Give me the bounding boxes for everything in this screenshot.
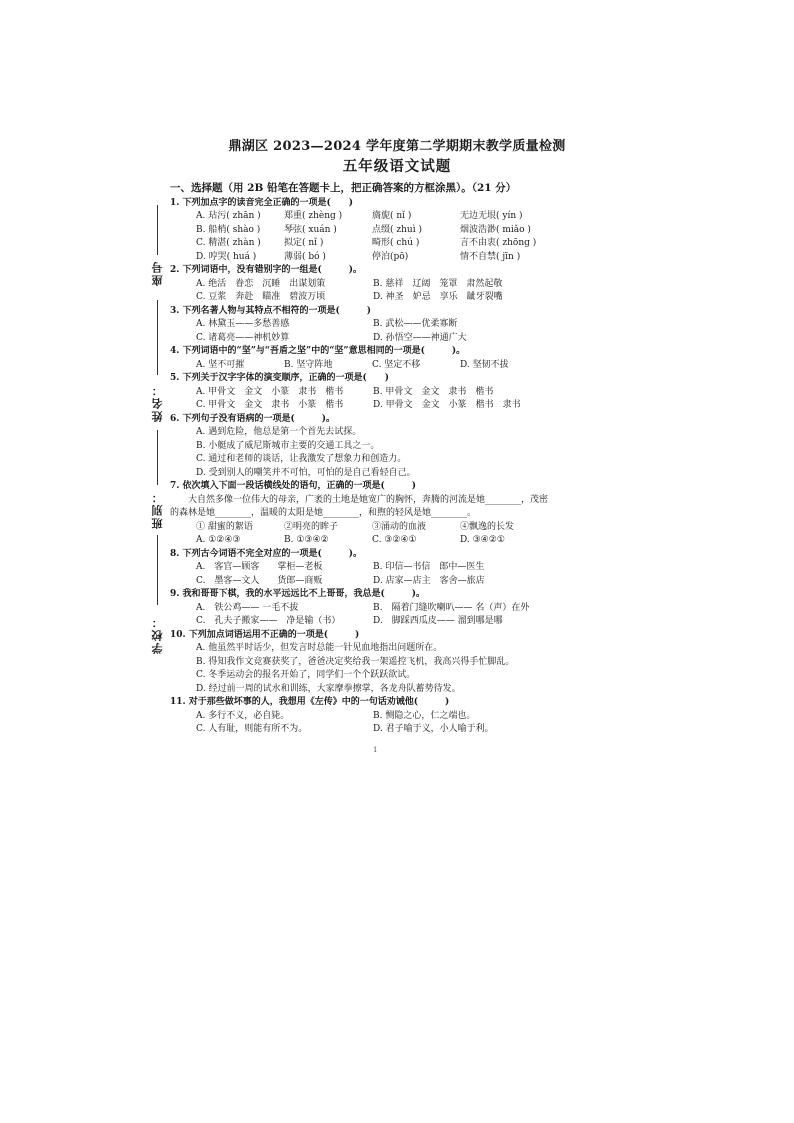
question-7 — [170, 480, 550, 548]
option-item: C. 孔夫子搬家—— 净是输（书） — [196, 616, 341, 626]
option-item: A. 多行不义，必自毙。 — [196, 710, 290, 721]
passage-text: 大自然多像一位伟大的母亲，广袤的土地是她宽广的胸怀，奔腾的河流是她________，茂密的森林是她________，温暖的太阳是她________，和煦的轻风是她________。 — [170, 494, 549, 518]
seat-number-label: 座号 — [151, 260, 164, 286]
option-item: B. 慈祥 辽阔 笼罩 肃然起敬 — [373, 278, 503, 289]
option-item: B. 印信—书信 郎中—医生 — [373, 562, 485, 572]
option-row — [170, 575, 550, 589]
option-item: ②明亮的眸子 — [284, 521, 339, 532]
exam-content — [170, 182, 550, 737]
option-item: A. 绝活 眷恋 沉睡 出谋划策 — [196, 278, 326, 289]
option-item: B. 坚守阵地 — [284, 359, 333, 370]
question-3 — [170, 305, 550, 346]
option-line: B. 得知我作文竞赛获奖了，爸爸决定奖给我一架遥控飞机，我高兴得手忙脚乱。 — [196, 656, 515, 667]
exam-subtitle: 五年级语文试题 — [342, 158, 452, 175]
option-row — [170, 534, 550, 548]
question-stem: 10. 下列加点词语运用不正确的一项是( ) — [170, 629, 360, 640]
question-4 — [170, 345, 550, 372]
option-item: 烟波浩渺( miǎo ) — [460, 224, 531, 235]
option-item: 旖旎( nǐ ) — [372, 211, 412, 221]
option-row — [170, 710, 550, 724]
option-item: 薄弱( bó ) — [284, 251, 326, 262]
option-item: D. 坚韧不拔 — [460, 359, 509, 370]
option-item: C. 精湛( zhàn ) — [196, 238, 261, 248]
phrase-row — [170, 521, 550, 535]
option-item: D. 君子喻于义，小人喻于利。 — [373, 724, 494, 734]
option-item: A. 铁公鸡—— 一毛不拔 — [196, 602, 299, 613]
option-item: 无边无垠( yín ) — [460, 211, 523, 221]
question-stem: 3. 下列名著人物与其特点不相符的一项是( ) — [170, 305, 372, 316]
question-stem: 1. 下列加点字的读音完全正确的一项是( ) — [170, 197, 354, 208]
option-item: A. ①②④③ — [196, 535, 241, 545]
option-line: A. 他虽然平时话少，但发言时总能一针见血地指出问题所在。 — [196, 643, 443, 653]
option-item: C. 人有耻，则能有所不为。 — [196, 724, 308, 734]
option-row — [170, 237, 550, 251]
option-row — [170, 318, 550, 332]
option-row — [170, 332, 550, 346]
option-row — [170, 224, 550, 238]
fill-line — [157, 205, 158, 255]
option-row — [170, 386, 550, 400]
question-5 — [170, 372, 550, 413]
question-stem: 4. 下列词语中的“坚”与“吾盾之坚”中的“坚”意思相同的一项是( )。 — [170, 346, 466, 356]
option-item: 停泊(pō) — [372, 251, 409, 262]
option-row — [170, 723, 550, 737]
option-row — [170, 210, 550, 224]
option-item: A. 玷污( zhān ) — [196, 211, 261, 221]
question-stem: 2. 下列词语中，没有错别字的一组是( )。 — [170, 265, 363, 275]
option-item: D. 甲骨文 金文 小篆 楷书 隶书 — [373, 400, 521, 410]
option-item: ① 甜蜜的絮语 — [196, 521, 253, 532]
question-2 — [170, 264, 550, 305]
question-11 — [170, 696, 550, 737]
option-item: B. 恻隐之心，仁之端也。 — [373, 710, 476, 721]
question-1 — [170, 197, 550, 265]
question-9 — [170, 588, 550, 629]
option-row — [170, 278, 550, 292]
option-item: B. 隔着门缝吹喇叭—— 名（声）在外 — [373, 602, 530, 613]
option-item: 郑重( zhèng ) — [284, 211, 343, 221]
option-item: B. ①③④② — [284, 535, 329, 545]
option-row — [170, 359, 550, 373]
option-line: D. 经过前一周的试水和训练，大家摩拳擦掌，各龙舟队蓄势待发。 — [196, 683, 461, 694]
option-item: 拟定( nǐ ) — [284, 238, 324, 248]
option-line: C. 冬季运动会的报名开始了，同学们一个个跃跃欲试。 — [196, 670, 416, 680]
fill-line — [157, 535, 158, 605]
option-item: C. 诸葛亮——神机妙算 — [196, 332, 290, 343]
option-item: C. 甲骨文 金文 隶书 小篆 楷书 — [196, 400, 344, 410]
option-item: A. 甲骨文 金文 小篆 隶书 楷书 — [196, 386, 344, 397]
section-heading: 一、选择题（用 2B 铅笔在答题卡上，把正确答案的方框涂黑）。（21 分） — [170, 182, 517, 194]
option-item: 琴弦( xuán ) — [284, 224, 337, 235]
option-item: B. 船梢( shào ) — [196, 224, 261, 235]
option-item: D. 神圣 妒忌 享乐 龇牙裂嘴 — [373, 292, 503, 302]
option-item: A. 林黛玉——多愁善感 — [196, 319, 290, 329]
option-item: D. 店家—店主 客舍—旅店 — [373, 575, 485, 586]
option-item: A. 客官—顾客 掌柜—老板 — [196, 562, 323, 572]
option-item: ④飘逸的长发 — [460, 521, 515, 532]
option-item: C. 墨客—文人 货郎—商贩 — [196, 575, 323, 586]
name-label: 姓名： — [151, 383, 164, 422]
option-item: 畸形( chú ) — [372, 238, 420, 248]
option-item: B. 武松——优柔寡断 — [373, 319, 458, 329]
option-row — [170, 561, 550, 575]
fill-line — [157, 300, 158, 375]
question-8 — [170, 548, 550, 589]
option-row — [170, 602, 550, 616]
binding-margin — [144, 205, 172, 665]
exam-title: 鼎湖区 2023—2024 学年度第二学期期末教学质量检测 — [228, 139, 566, 154]
option-item: D. 哼哭( huá ) — [196, 251, 257, 262]
fill-line — [157, 430, 158, 485]
question-stem: 11. 对于那些做坏事的人，我想用《左传》中的一句话劝诫他( ) — [170, 697, 450, 707]
question-10 — [170, 629, 550, 697]
question-stem: 6. 下列句子没有语病的一项是( )。 — [170, 413, 336, 424]
question-stem: 7. 依次填入下面一段话横线处的语句，正确的一项是( ) — [170, 481, 417, 491]
option-row — [170, 291, 550, 305]
question-6 — [170, 413, 550, 481]
option-item: D. ③④②① — [460, 535, 505, 545]
option-item: 情不自禁( jīn ) — [460, 251, 521, 262]
option-item: ③涌动的血液 — [372, 521, 427, 532]
option-item: 点缀( zhuì ) — [372, 224, 422, 235]
option-row — [170, 615, 550, 629]
option-item: C. ③②④① — [372, 535, 417, 545]
option-item: B. 甲骨文 金文 隶书 楷书 — [373, 386, 494, 397]
option-item: C. 豆浆 奔赴 瞄准 碧波万顷 — [196, 292, 326, 302]
option-line: A. 遇到危险，他总是第一个首先去试探。 — [196, 427, 362, 437]
option-row — [170, 399, 550, 413]
school-label: 学校： — [151, 615, 164, 654]
option-item: D. 脚踩西瓜皮—— 溜到哪是哪 — [373, 616, 503, 626]
option-line: C. 通过和老师的谈话，让我激发了想象力和创造力。 — [196, 454, 407, 464]
option-row — [170, 251, 550, 265]
option-item: C. 坚定不移 — [372, 359, 421, 370]
option-item: 言不由衷( zhōng ) — [460, 238, 537, 248]
question-stem: 5. 下列关于汉字字体的演变顺序，正确的一项是( ) — [170, 373, 390, 383]
option-line: D. 受到别人的嘲笑并不可怕，可怕的是自己看轻自己。 — [196, 467, 416, 478]
option-line: B. 小艇成了威尼斯城市主要的交通工具之一。 — [196, 440, 380, 451]
page-number: 1 — [373, 746, 378, 754]
option-item: A. 坚不可摧 — [196, 359, 245, 370]
question-stem: 8. 下列古今词语不完全对应的一项是( )。 — [170, 548, 363, 559]
class-label: 班别： — [151, 490, 164, 529]
option-item: D. 孙悟空——神通广大 — [373, 332, 467, 343]
question-stem: 9. 我和哥哥下棋，我的水平远远比不上哥哥，我总是( )。 — [170, 589, 426, 599]
